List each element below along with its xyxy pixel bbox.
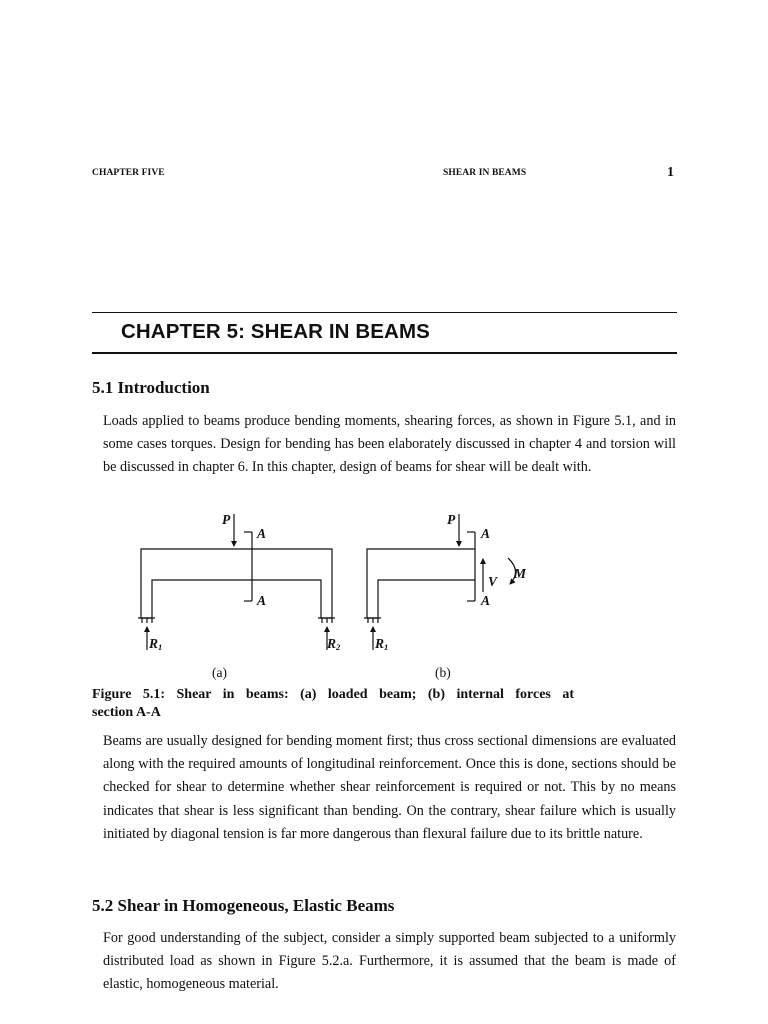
paragraph-intro: Loads applied to beams produce bending moments, shearing forces, as shown in Figure 5.1, and in some cases torques. Design for bending has been elaborately discussed in chapter 4 and torsion will be discussed in chapter 6. In this chapter, design of beams for shear will be dealt with.: [103, 413, 676, 476]
chapter-title: CHAPTER 5: SHEAR IN BEAMS: [121, 320, 430, 343]
label-r1-a: R1: [149, 636, 163, 650]
label-a-top-a: A: [257, 526, 267, 541]
label-p-b: P: [447, 512, 456, 527]
label-a-top-b: A: [481, 526, 491, 541]
beam-a-outline: [141, 549, 332, 618]
running-header-chapter: CHAPTER FIVE: [92, 168, 165, 178]
figure-caption-line2: section A-A: [92, 705, 161, 720]
label-r2-a: R2: [327, 636, 341, 650]
section-heading-intro: 5.1 Introduction: [92, 378, 210, 397]
page-number: 1: [667, 165, 674, 180]
label-v-b: V: [488, 574, 498, 589]
figure-sublabel-b: (b): [435, 665, 451, 680]
figure-sublabel-a: (a): [212, 665, 227, 680]
label-r1-b: R1: [375, 636, 389, 650]
running-header-title: SHEAR IN BEAMS: [443, 168, 527, 178]
beam-b-outline: [367, 549, 475, 618]
figure-caption-line1: Figure 5.1: Shear in beams: (a) loaded beam; (b) internal forces at: [92, 687, 574, 702]
label-a-bottom-a: A: [257, 593, 267, 608]
section-heading-homogeneous: 5.2 Shear in Homogeneous, Elastic Beams: [92, 896, 395, 915]
paragraph-homogeneous: For good understanding of the subject, consider a simply supported beam subjected to a uniformly distributed load as shown in Figure 5.2.a. Furthermore, it is assumed that the beam is made of elastic, homogeneous material.: [103, 930, 676, 993]
label-a-bottom-b: A: [481, 593, 491, 608]
title-rule-top: [92, 312, 677, 313]
figure-shear-diagram: [0, 500, 768, 650]
paragraph-beam-design: Beams are usually designed for bending moment first; thus cross sectional dimensions are evaluated along with the required amounts of longitudinal reinforcement. Once this is done, sections should be checked for shear to determine whether shear reinforcement is required or not. This by no means indicates that shear is less significant than bending. On the contrary, shear failure which is usually initiated by diagonal tension is far more dangerous than flexural failure due to its brittle nature.: [103, 733, 676, 842]
label-p-a: P: [222, 512, 231, 527]
title-rule-bottom: [92, 352, 677, 354]
label-m-b: M: [514, 566, 527, 581]
